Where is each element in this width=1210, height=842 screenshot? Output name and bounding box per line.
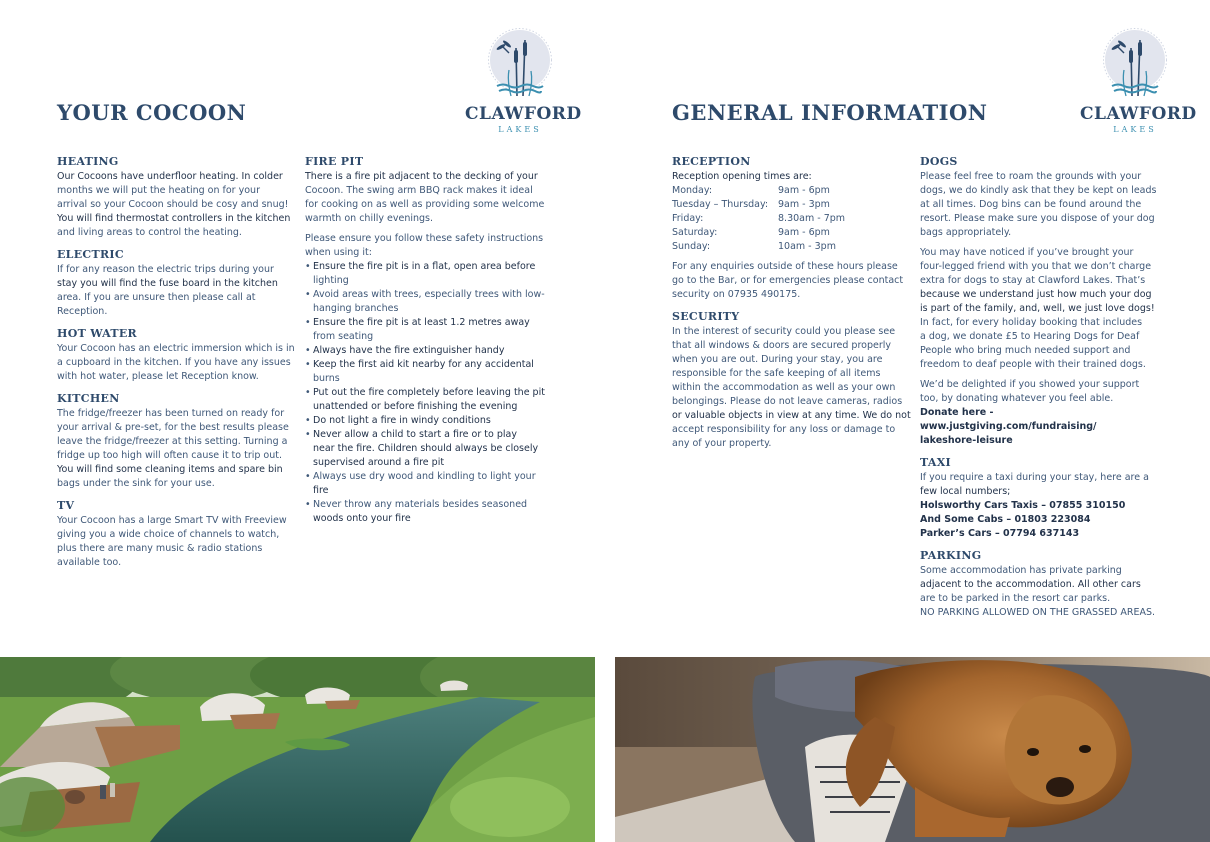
list-item xyxy=(305,260,555,288)
hours-time: 8.30am - 7pm xyxy=(778,213,846,224)
text-line: within the accommodation as well as your own xyxy=(672,382,896,393)
text-line: woods onto your fire xyxy=(313,513,411,524)
text-line: too, by donating whatever you feel able. xyxy=(920,393,1114,404)
list-item xyxy=(305,358,555,386)
taxi-number: Holsworthy Cars Taxis – 07855 310150 xyxy=(920,500,1126,511)
text-line: resort. Please make sure you dispose of your dog xyxy=(920,213,1155,224)
dog-on-bed-photo xyxy=(615,657,1210,842)
text-line: supervised around a fire pit xyxy=(313,457,445,468)
section-heading: RECEPTION xyxy=(672,155,751,168)
page-title: GENERAL INFORMATION xyxy=(672,100,988,125)
text-line: lighting xyxy=(313,275,349,286)
text-line: You will find some cleaning items and spare bin xyxy=(57,464,283,475)
hours-row xyxy=(672,198,912,212)
text-line: You may have noticed if you’ve brought your xyxy=(920,247,1134,258)
text-line: because we understand just how much your dog xyxy=(920,289,1152,300)
list-item xyxy=(305,288,555,316)
text-line: Our Cocoons have underfloor heating. In colder xyxy=(57,171,283,182)
hours-row xyxy=(672,240,912,254)
hours-day: Saturday: xyxy=(672,227,718,238)
text-line: belongings. Please do not leave cameras, radios xyxy=(672,396,903,407)
clawford-lakes-logo xyxy=(465,26,582,138)
section-heading: FIRE PIT xyxy=(305,155,364,168)
text-line: In fact, for every holiday booking that includes xyxy=(920,317,1143,328)
list-item xyxy=(305,498,555,526)
text-line: Always use dry wood and kindling to light your xyxy=(313,471,536,482)
logo-wordmark: CLAWFORD xyxy=(1080,104,1197,124)
text-line: responsible for the safe keeping of all items xyxy=(672,368,881,379)
text-line: People who bring much needed support and xyxy=(920,345,1131,356)
text-line: Please feel free to roam the grounds with your xyxy=(920,171,1142,182)
parking-section xyxy=(920,549,1160,620)
text-line: Avoid areas with trees, especially trees with low- xyxy=(313,289,545,300)
dogs-section xyxy=(920,155,1160,448)
logo-wordmark: CLAWFORD xyxy=(465,104,582,124)
hours-day: Monday: xyxy=(672,185,713,196)
hours-time: 10am - 3pm xyxy=(778,241,836,252)
text-line: bags appropriately. xyxy=(920,227,1012,238)
text-line: You will find thermostat controllers in the kitchen xyxy=(57,213,291,224)
left-column-2 xyxy=(305,155,555,534)
hours-day: Sunday: xyxy=(672,241,711,252)
bulrush-dragonfly-logo-icon xyxy=(487,26,553,102)
text-line: burns xyxy=(313,373,340,384)
text-line: stay you will find the fuse board in the kitchen xyxy=(57,278,278,289)
right-page xyxy=(605,0,1210,842)
reception-section xyxy=(672,155,912,302)
text-line: dogs, we do kindly ask that they be kept on leads xyxy=(920,185,1157,196)
safety-list xyxy=(305,260,555,526)
section-heading: DOGS xyxy=(920,155,958,168)
text-line: four-legged friend with you that we don’t charge xyxy=(920,261,1152,272)
page-title: YOUR COCOON xyxy=(57,100,247,125)
section-heading: KITCHEN xyxy=(57,392,120,405)
text-line: If for any reason the electric trips during your xyxy=(57,264,274,275)
text-line: unattended or before finishing the evening xyxy=(313,401,518,412)
text-line: Cocoon. The swing arm BBQ rack makes it ideal xyxy=(305,185,533,196)
text-line: hanging branches xyxy=(313,303,399,314)
list-item xyxy=(305,414,555,428)
text-line: plus there are many music & radio stations xyxy=(57,543,263,554)
section-heading: ELECTRIC xyxy=(57,248,124,261)
text-line: with hot water, please let Reception know. xyxy=(57,371,259,382)
text-line: available too. xyxy=(57,557,122,568)
bulrush-dragonfly-logo-icon xyxy=(1102,26,1168,102)
section-heading: TAXI xyxy=(920,456,951,469)
text-line: any of your property. xyxy=(672,438,772,449)
kitchen-section xyxy=(57,392,295,491)
hours-row xyxy=(672,226,912,240)
text-line: The fridge/freezer has been turned on ready for xyxy=(57,408,285,419)
text-line: In the interest of security could you please see xyxy=(672,326,896,337)
text-line: a cupboard in the kitchen. If you have any issues xyxy=(57,357,291,368)
section-heading: PARKING xyxy=(920,549,982,562)
fire-pit-section xyxy=(305,155,555,526)
text-line: Put out the fire completely before leaving the pit xyxy=(313,387,545,398)
text-line: There is a fire pit adjacent to the decking of your xyxy=(305,171,538,182)
text-line: when using it: xyxy=(305,247,372,258)
taxi-section xyxy=(920,456,1160,541)
text-line: at all times. Dog bins can be found around the xyxy=(920,199,1142,210)
reception-subheading: Reception opening times are: xyxy=(672,171,812,182)
section-heading: HEATING xyxy=(57,155,119,168)
right-column-1 xyxy=(672,155,912,459)
text-line: when you are out. During your stay, you are xyxy=(672,354,883,365)
electric-section xyxy=(57,248,295,319)
text-line: Do not light a fire in windy conditions xyxy=(313,415,491,426)
list-item xyxy=(305,470,555,498)
hours-row xyxy=(672,212,912,226)
text-line: Ensure the fire pit is at least 1.2 metres away xyxy=(313,317,530,328)
text-line: is part of the family, and, well, we just love dogs! xyxy=(920,303,1155,314)
hours-time: 9am - 6pm xyxy=(778,185,830,196)
list-item xyxy=(305,344,555,358)
hours-time: 9am - 3pm xyxy=(778,199,830,210)
text-line: go to the Bar, or for emergencies please contact xyxy=(672,275,904,286)
text-line: We’d be delighted if you showed your support xyxy=(920,379,1140,390)
text-line: are to be parked in the resort car parks. xyxy=(920,593,1111,604)
text-line: area. If you are unsure then please call at xyxy=(57,292,256,303)
text-line: near the fire. Children should always be closely xyxy=(313,443,539,454)
taxi-number: Parker’s Cars – 07794 637143 xyxy=(920,528,1080,539)
text-line: adjacent to the accommodation. All other cars xyxy=(920,579,1141,590)
text-line: and living areas to control the heating. xyxy=(57,227,242,238)
list-item xyxy=(305,386,555,414)
section-heading: HOT WATER xyxy=(57,327,137,340)
text-line: extra for dogs to stay at Clawford Lakes. That’s xyxy=(920,275,1146,286)
text-line: Never allow a child to start a fire or to play xyxy=(313,429,517,440)
text-line: NO PARKING ALLOWED ON THE GRASSED AREAS. xyxy=(920,607,1155,618)
text-line: Never throw any materials besides seasoned xyxy=(313,499,528,510)
section-heading: SECURITY xyxy=(672,310,740,323)
list-item xyxy=(305,428,555,470)
hours-row xyxy=(672,184,912,198)
section-heading: TV xyxy=(57,499,75,512)
clawford-lakes-logo xyxy=(1080,26,1197,138)
text-line: fridge up too high will often cause it to trip out. xyxy=(57,450,283,461)
opening-hours xyxy=(672,184,912,254)
text-line: arrival so your Cocoon should be cosy and snug! xyxy=(57,199,289,210)
text-line: Some accommodation has private parking xyxy=(920,565,1122,576)
text-line: security on 07935 490175. xyxy=(672,289,801,300)
hours-day: Tuesday – Thursday: xyxy=(672,199,769,210)
text-line: or valuable objects in view at any time. We do not xyxy=(672,410,911,421)
taxi-number: And Some Cabs – 01803 223084 xyxy=(920,514,1091,525)
list-item xyxy=(305,316,555,344)
text-line: giving you a wide choice of channels to watch, xyxy=(57,529,280,540)
text-line: months we will put the heating on for your xyxy=(57,185,260,196)
hours-day: Friday: xyxy=(672,213,704,224)
text-line: For any enquiries outside of these hours please xyxy=(672,261,898,272)
hours-time: 9am - 6pm xyxy=(778,227,830,238)
text-line: few local numbers; xyxy=(920,486,1011,497)
logo-subtitle: LAKES xyxy=(498,125,542,134)
text-line: that all windows & doors are secured properly xyxy=(672,340,891,351)
donate-link[interactable]: lakeshore-leisure xyxy=(920,435,1013,446)
text-line: Please ensure you follow these safety instructions xyxy=(305,233,544,244)
security-section xyxy=(672,310,912,451)
left-column-1 xyxy=(57,155,295,578)
text-line: Your Cocoon has an electric immersion which is in xyxy=(57,343,295,354)
text-line: Reception. xyxy=(57,306,108,317)
text-line: If you require a taxi during your stay, here are a xyxy=(920,472,1149,483)
right-column-2 xyxy=(920,155,1160,628)
text-line: for cooking on as well as providing some welcome xyxy=(305,199,545,210)
text-line: accept responsibility for any loss or damage to xyxy=(672,424,896,435)
text-line: Always have the fire extinguisher handy xyxy=(313,345,505,356)
text-line: warmth on chilly evenings. xyxy=(305,213,433,224)
tv-section xyxy=(57,499,295,570)
text-line: bags under the sink for your use. xyxy=(57,478,215,489)
text-line: Your Cocoon has a large Smart TV with Freeview xyxy=(57,515,287,526)
text-line: a dog, we donate £5 to Hearing Dogs for Deaf xyxy=(920,331,1140,342)
hot-water-section xyxy=(57,327,295,384)
text-line: freedom to deaf people with their trained dogs. xyxy=(920,359,1146,370)
heating-section xyxy=(57,155,295,240)
text-line: fire xyxy=(313,485,329,496)
lake-cocoons-photo xyxy=(0,657,595,842)
text-line: leave the fridge/freezer at this setting. Turning a xyxy=(57,436,288,447)
text-line: from seating xyxy=(313,331,374,342)
donate-link[interactable]: Donate here - www.justgiving.com/fundraising/ xyxy=(920,407,1097,432)
text-line: Ensure the fire pit is in a flat, open area before xyxy=(313,261,536,272)
logo-subtitle: LAKES xyxy=(1113,125,1157,134)
text-line: your arrival & pre-set, for the best results please xyxy=(57,422,289,433)
text-line: Keep the first aid kit nearby for any accidental xyxy=(313,359,534,370)
